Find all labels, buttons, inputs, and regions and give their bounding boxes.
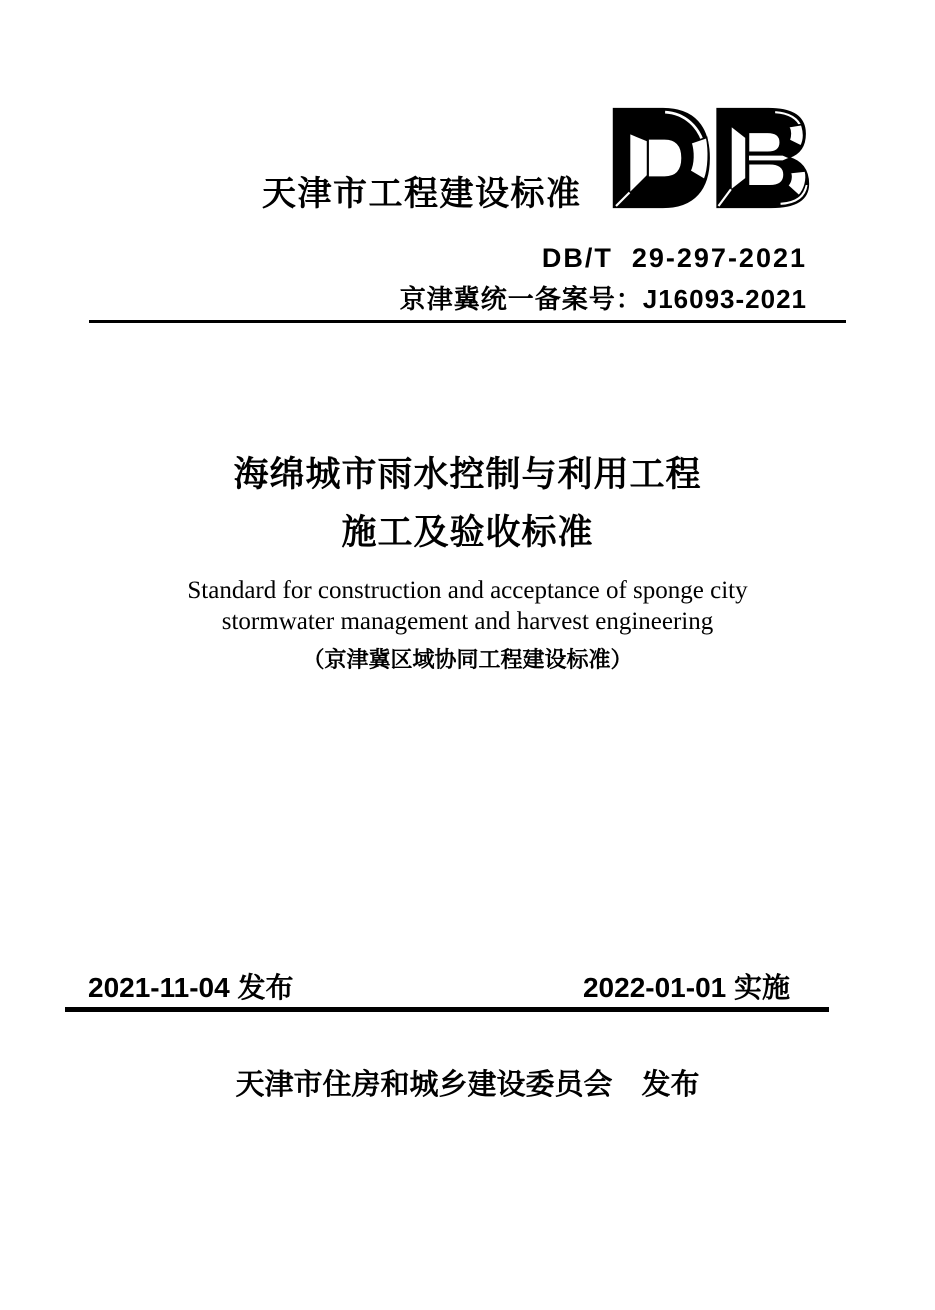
footer-rule: [65, 1007, 829, 1012]
title-english-line2: stormwater management and harvest engineering: [221, 608, 714, 635]
issue-date: 2021-11-04 发布: [88, 972, 294, 1003]
standard-type-label: 天津市工程建设标准: [262, 175, 582, 213]
db-logo-svg: [609, 103, 814, 213]
title-chinese-line1: 海绵城市雨水控制与利用工程: [233, 455, 702, 494]
publisher-line: 天津市住房和城乡建设委员会 发布: [235, 1069, 700, 1101]
header-rule: [89, 320, 846, 323]
standard-number: DB/T 29-297-2021: [541, 243, 807, 273]
region-note: （京津冀区域协同工程建设标准）: [302, 647, 633, 672]
record-number: 京津冀统一备案号：J16093-2021: [399, 284, 807, 314]
implementation-date: 2022-01-01 实施: [582, 972, 790, 1003]
title-chinese-line2: 施工及验收标准: [341, 513, 594, 552]
db-logo-icon: [609, 103, 814, 213]
title-english-line1: Standard for construction and acceptance of sponge city: [187, 577, 748, 604]
